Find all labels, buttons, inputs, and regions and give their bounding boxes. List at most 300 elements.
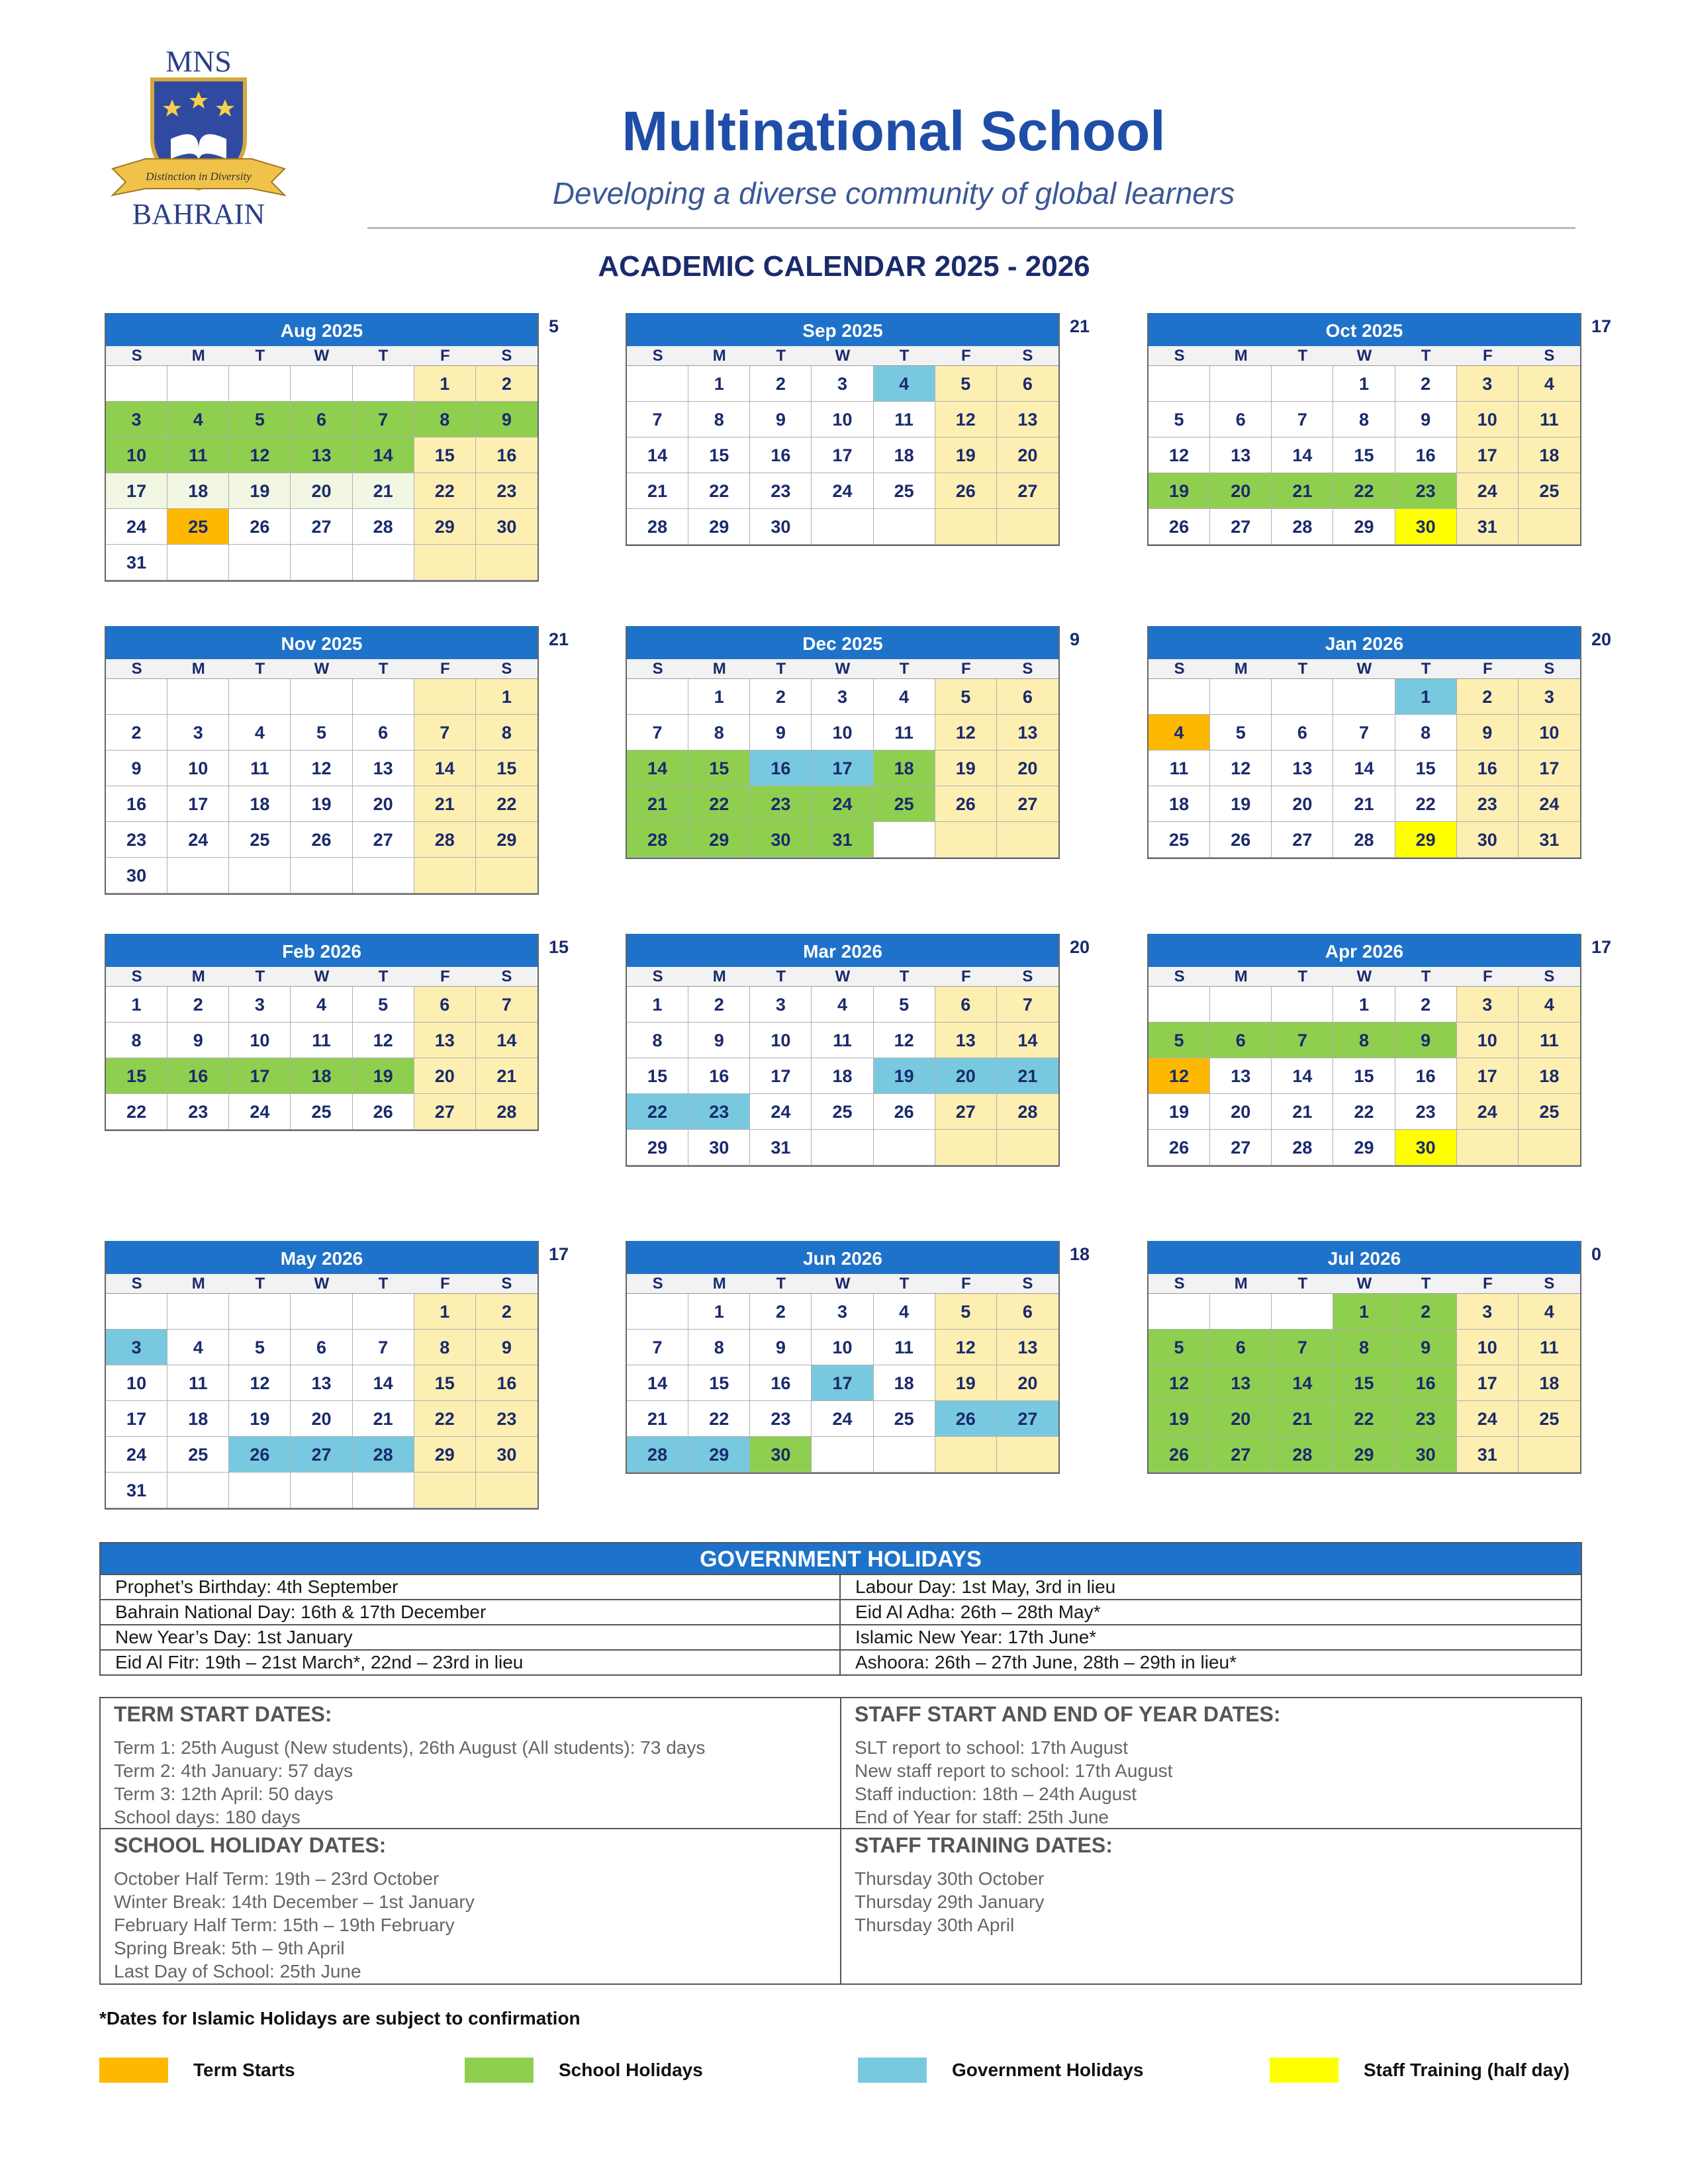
- day-cell: 13: [353, 751, 414, 786]
- weekday-label: T: [378, 660, 389, 678]
- term-start-section: [101, 1698, 840, 1833]
- day-cell: 23: [476, 1401, 538, 1437]
- day-cell: 26: [291, 822, 352, 858]
- weekday-label: S: [1544, 347, 1555, 365]
- day-cell: 2: [750, 679, 812, 715]
- day-cell: 20: [997, 437, 1058, 473]
- info-line: Winter Break: 14th December – 1st January: [114, 1891, 475, 1912]
- day-cell: 24: [106, 509, 167, 545]
- day-cell: 1: [476, 679, 538, 715]
- day-cell: 27: [1210, 1437, 1272, 1473]
- weekday-label: T: [255, 347, 265, 365]
- day-cell: 17: [750, 1058, 812, 1094]
- weekday-label: M: [1234, 968, 1248, 985]
- day-cell: 7: [353, 1330, 414, 1365]
- day-cell: 24: [229, 1094, 291, 1130]
- empty-cell: [1272, 679, 1333, 715]
- government-holidays-title: GOVERNMENT HOLIDAYS: [101, 1543, 1581, 1574]
- day-cell: 7: [476, 987, 538, 1023]
- day-grid: [627, 1294, 1058, 1473]
- empty-cell: [1272, 1294, 1333, 1330]
- legend-label: Staff Training (half day): [1364, 2060, 1570, 2080]
- weekday-label: T: [255, 968, 265, 985]
- day-cell: 4: [874, 1294, 935, 1330]
- weekday-label: F: [1482, 968, 1493, 985]
- day-cell: 14: [476, 1023, 538, 1058]
- month-title: Jul 2026: [1149, 1241, 1580, 1274]
- day-cell: 4: [229, 715, 291, 751]
- day-cell: 23: [1395, 1401, 1457, 1437]
- day-cell: 29: [1333, 1437, 1395, 1473]
- day-cell: 12: [935, 715, 997, 751]
- weekday-label: F: [1482, 1275, 1493, 1293]
- day-cell: 2: [1457, 679, 1519, 715]
- day-cell: 29: [688, 1437, 750, 1473]
- empty-cell: [812, 1437, 873, 1473]
- empty-cell: [353, 366, 414, 402]
- day-cell: 19: [935, 437, 997, 473]
- section-heading: SCHOOL HOLIDAY DATES:: [114, 1833, 387, 1857]
- day-cell: 27: [997, 473, 1058, 509]
- day-cell: 26: [1210, 822, 1272, 858]
- day-cell: 29: [688, 509, 750, 545]
- day-cell: 17: [812, 437, 873, 473]
- empty-cell: [291, 545, 352, 580]
- weekday-label: F: [961, 347, 971, 365]
- day-cell: 9: [750, 1330, 812, 1365]
- day-cell: 12: [1149, 437, 1210, 473]
- weekday-label: T: [1297, 1275, 1308, 1293]
- month-calendar: [1147, 1241, 1581, 1474]
- day-cell: 23: [167, 1094, 229, 1130]
- empty-cell: [1210, 366, 1272, 402]
- day-cell: 23: [750, 473, 812, 509]
- day-cell: 27: [1210, 1130, 1272, 1165]
- weekday-label: T: [776, 347, 786, 365]
- day-cell: 30: [688, 1130, 750, 1165]
- day-cell: 10: [1457, 1330, 1519, 1365]
- day-cell: 16: [1395, 1058, 1457, 1094]
- month-calendar: [105, 313, 539, 582]
- day-cell: 28: [627, 822, 688, 858]
- day-cell: 13: [997, 402, 1058, 437]
- day-cell: 2: [1395, 987, 1457, 1023]
- day-cell: 1: [627, 987, 688, 1023]
- empty-cell: [167, 679, 229, 715]
- day-cell: 27: [935, 1094, 997, 1130]
- day-cell: 15: [627, 1058, 688, 1094]
- day-cell: 4: [1149, 715, 1210, 751]
- day-cell: 9: [106, 751, 167, 786]
- empty-cell: [414, 1473, 476, 1508]
- empty-cell: [229, 545, 291, 580]
- empty-cell: [935, 509, 997, 545]
- day-cell: 6: [1210, 1023, 1272, 1058]
- day-cell: 13: [1210, 1365, 1272, 1401]
- day-cell: 16: [1457, 751, 1519, 786]
- weekday-label: T: [1297, 347, 1308, 365]
- day-cell: 29: [1333, 509, 1395, 545]
- day-cell: 8: [688, 402, 750, 437]
- day-cell: 26: [229, 1437, 291, 1473]
- day-cell: 26: [874, 1094, 935, 1130]
- empty-cell: [1149, 679, 1210, 715]
- day-cell: 6: [1272, 715, 1333, 751]
- day-cell: 22: [1333, 473, 1395, 509]
- day-cell: 19: [353, 1058, 414, 1094]
- day-cell: 13: [291, 437, 352, 473]
- day-cell: 15: [476, 751, 538, 786]
- day-cell: 26: [1149, 509, 1210, 545]
- weekday-header: [1149, 346, 1580, 366]
- day-cell: 27: [353, 822, 414, 858]
- day-cell: 12: [229, 437, 291, 473]
- day-cell: 28: [414, 822, 476, 858]
- day-cell: 22: [1395, 786, 1457, 822]
- section-heading: STAFF START AND END OF YEAR DATES:: [855, 1702, 1281, 1726]
- weekday-header: [106, 346, 538, 366]
- day-cell: 11: [874, 715, 935, 751]
- weekday-label: M: [191, 968, 205, 985]
- weekday-label: S: [1022, 968, 1033, 985]
- day-cell: 17: [812, 1365, 873, 1401]
- empty-cell: [291, 679, 352, 715]
- day-cell: 13: [1210, 1058, 1272, 1094]
- section-heading: TERM START DATES:: [114, 1702, 332, 1726]
- day-cell: 24: [750, 1094, 812, 1130]
- day-cell: 26: [935, 1401, 997, 1437]
- header-divider: [367, 227, 1575, 229]
- day-cell: 20: [997, 751, 1058, 786]
- weekday-label: W: [314, 347, 330, 365]
- empty-cell: [291, 1294, 352, 1330]
- day-cell: 30: [1395, 1130, 1457, 1165]
- day-cell: 2: [1395, 366, 1457, 402]
- day-cell: 27: [291, 509, 352, 545]
- day-cell: 5: [229, 1330, 291, 1365]
- empty-cell: [106, 366, 167, 402]
- table-row: [101, 1649, 1581, 1674]
- day-cell: 17: [1519, 751, 1580, 786]
- month-title: Nov 2025: [106, 626, 538, 659]
- day-cell: 21: [627, 786, 688, 822]
- day-cell: 14: [1272, 1058, 1333, 1094]
- day-cell: 9: [1457, 715, 1519, 751]
- day-cell: 16: [750, 437, 812, 473]
- weekday-label: S: [1022, 1275, 1033, 1293]
- day-cell: 2: [476, 1294, 538, 1330]
- empty-cell: [874, 1437, 935, 1473]
- day-cell: 31: [750, 1130, 812, 1165]
- day-cell: 22: [1333, 1094, 1395, 1130]
- logo-bottom-text: BAHRAIN: [132, 198, 265, 230]
- weekday-label: M: [712, 347, 726, 365]
- day-cell: 14: [627, 437, 688, 473]
- school-days-count: 21: [549, 629, 569, 649]
- info-line: SLT report to school: 17th August: [855, 1737, 1128, 1758]
- day-cell: 24: [167, 822, 229, 858]
- school-tagline: Developing a diverse community of global learners: [552, 176, 1235, 210]
- day-cell: 22: [106, 1094, 167, 1130]
- day-cell: 31: [1457, 509, 1519, 545]
- day-cell: 9: [750, 402, 812, 437]
- day-cell: 12: [229, 1365, 291, 1401]
- weekday-label: S: [501, 660, 512, 678]
- day-cell: 2: [750, 366, 812, 402]
- day-cell: 25: [812, 1094, 873, 1130]
- empty-cell: [167, 545, 229, 580]
- day-cell: 22: [414, 1401, 476, 1437]
- info-line: Last Day of School: 25th June: [114, 1961, 361, 1981]
- day-cell: 18: [874, 437, 935, 473]
- day-cell: 19: [229, 1401, 291, 1437]
- empty-cell: [476, 1473, 538, 1508]
- empty-cell: [1210, 987, 1272, 1023]
- empty-cell: [414, 679, 476, 715]
- empty-cell: [1519, 1130, 1580, 1165]
- weekday-label: S: [1174, 660, 1185, 678]
- day-cell: 5: [1210, 715, 1272, 751]
- day-cell: 1: [414, 1294, 476, 1330]
- weekday-label: W: [835, 347, 851, 365]
- day-cell: 12: [1210, 751, 1272, 786]
- day-cell: 1: [1333, 987, 1395, 1023]
- day-cell: 9: [1395, 402, 1457, 437]
- empty-cell: [1149, 1294, 1210, 1330]
- day-cell: 23: [106, 822, 167, 858]
- day-cell: 18: [874, 751, 935, 786]
- day-cell: 5: [935, 366, 997, 402]
- day-cell: 17: [106, 473, 167, 509]
- day-cell: 11: [167, 437, 229, 473]
- day-cell: 11: [874, 1330, 935, 1365]
- empty-cell: [353, 1294, 414, 1330]
- empty-cell: [812, 1130, 873, 1165]
- day-cell: 3: [229, 987, 291, 1023]
- day-cell: 8: [1333, 402, 1395, 437]
- weekday-label: W: [1356, 347, 1372, 365]
- day-cell: 28: [353, 509, 414, 545]
- month-title: May 2026: [106, 1241, 538, 1274]
- weekday-label: F: [440, 968, 450, 985]
- empty-cell: [1519, 509, 1580, 545]
- holiday-cell: Eid Al Fitr: 19th – 21st March*, 22nd – 23rd in lieu: [101, 1651, 841, 1674]
- day-cell: 21: [627, 1401, 688, 1437]
- empty-cell: [353, 1473, 414, 1508]
- logo-ribbon-text: Distinction in Diversity: [146, 170, 252, 183]
- weekday-label: M: [1234, 347, 1248, 365]
- day-cell: 19: [1149, 473, 1210, 509]
- day-cell: 7: [627, 715, 688, 751]
- day-grid: [106, 1294, 538, 1508]
- holiday-cell: Labour Day: 1st May, 3rd in lieu: [855, 1576, 1116, 1597]
- day-cell: 25: [1149, 822, 1210, 858]
- day-cell: 20: [935, 1058, 997, 1094]
- day-cell: 4: [874, 366, 935, 402]
- day-cell: 22: [688, 1401, 750, 1437]
- day-cell: 16: [1395, 437, 1457, 473]
- empty-cell: [106, 679, 167, 715]
- day-cell: 7: [1272, 1330, 1333, 1365]
- legend-term-starts: [99, 2057, 295, 2083]
- day-cell: 2: [750, 1294, 812, 1330]
- weekday-label: F: [961, 968, 971, 985]
- day-cell: 10: [750, 1023, 812, 1058]
- weekday-label: T: [899, 1275, 910, 1293]
- legend-label: Government Holidays: [952, 2060, 1144, 2080]
- day-cell: 15: [1333, 1058, 1395, 1094]
- day-cell: 3: [1457, 1294, 1519, 1330]
- empty-cell: [353, 858, 414, 893]
- weekday-label: T: [1421, 1275, 1431, 1293]
- day-cell: 31: [106, 545, 167, 580]
- day-cell: 23: [1457, 786, 1519, 822]
- holiday-cell: New Year’s Day: 1st January: [101, 1625, 841, 1649]
- info-line: Thursday 30th October: [855, 1868, 1045, 1889]
- weekday-label: S: [1544, 660, 1555, 678]
- day-cell: 3: [1457, 987, 1519, 1023]
- month-calendar: [1147, 934, 1581, 1167]
- weekday-label: M: [712, 1275, 726, 1293]
- day-cell: 29: [627, 1130, 688, 1165]
- day-cell: 3: [812, 1294, 873, 1330]
- day-cell: 15: [1333, 1365, 1395, 1401]
- table-row: [101, 1624, 1581, 1649]
- weekday-label: F: [961, 660, 971, 678]
- month-title: Sep 2025: [627, 313, 1058, 346]
- day-cell: 28: [997, 1094, 1058, 1130]
- day-cell: 4: [874, 679, 935, 715]
- day-cell: 11: [229, 751, 291, 786]
- day-cell: 17: [167, 786, 229, 822]
- empty-cell: [1333, 679, 1395, 715]
- day-grid: [1149, 1294, 1580, 1473]
- day-cell: 3: [812, 679, 873, 715]
- month-title: Aug 2025: [106, 313, 538, 346]
- day-cell: 25: [167, 509, 229, 545]
- day-cell: 29: [414, 1437, 476, 1473]
- day-cell: 18: [167, 473, 229, 509]
- empty-cell: [627, 1294, 688, 1330]
- empty-cell: [291, 858, 352, 893]
- day-cell: 30: [106, 858, 167, 893]
- day-grid: [1149, 679, 1580, 858]
- empty-cell: [935, 822, 997, 858]
- day-cell: 8: [627, 1023, 688, 1058]
- day-cell: 27: [291, 1437, 352, 1473]
- day-cell: 21: [476, 1058, 538, 1094]
- weekday-label: M: [191, 1275, 205, 1293]
- day-cell: 1: [414, 366, 476, 402]
- day-cell: 12: [1149, 1058, 1210, 1094]
- day-cell: 23: [1395, 1094, 1457, 1130]
- day-cell: 26: [229, 509, 291, 545]
- day-cell: 6: [997, 679, 1058, 715]
- day-cell: 28: [353, 1437, 414, 1473]
- day-cell: 6: [997, 1294, 1058, 1330]
- day-cell: 7: [1333, 715, 1395, 751]
- day-cell: 27: [997, 1401, 1058, 1437]
- month-calendar: [1147, 313, 1581, 546]
- day-cell: 24: [1457, 1094, 1519, 1130]
- weekday-header: [106, 967, 538, 987]
- day-cell: 25: [1519, 473, 1580, 509]
- day-cell: 30: [1457, 822, 1519, 858]
- day-cell: 15: [1333, 437, 1395, 473]
- day-cell: 25: [874, 1401, 935, 1437]
- info-line: February Half Term: 15th – 19th February: [114, 1915, 455, 1935]
- day-cell: 27: [997, 786, 1058, 822]
- info-line: Term 1: 25th August (New students), 26th August (All students): 73 days: [114, 1737, 706, 1758]
- day-cell: 29: [476, 822, 538, 858]
- staff-dates-section: [841, 1698, 1581, 1833]
- empty-cell: [414, 858, 476, 893]
- day-cell: 21: [1272, 473, 1333, 509]
- day-cell: 15: [414, 437, 476, 473]
- weekday-label: T: [776, 968, 786, 985]
- weekday-label: F: [440, 347, 450, 365]
- day-cell: 15: [688, 751, 750, 786]
- day-cell: 16: [167, 1058, 229, 1094]
- day-cell: 25: [1519, 1094, 1580, 1130]
- day-cell: 12: [1149, 1365, 1210, 1401]
- day-cell: 28: [1333, 822, 1395, 858]
- day-cell: 5: [1149, 1023, 1210, 1058]
- day-cell: 4: [1519, 366, 1580, 402]
- dates-info-box: [99, 1697, 1582, 1985]
- day-cell: 25: [291, 1094, 352, 1130]
- weekday-label: S: [652, 347, 663, 365]
- day-cell: 13: [1272, 751, 1333, 786]
- day-cell: 11: [812, 1023, 873, 1058]
- weekday-label: T: [1421, 660, 1431, 678]
- month-calendar: [1147, 626, 1581, 859]
- day-cell: 13: [997, 715, 1058, 751]
- info-line: October Half Term: 19th – 23rd October: [114, 1868, 440, 1889]
- day-cell: 9: [476, 402, 538, 437]
- day-cell: 26: [353, 1094, 414, 1130]
- month-calendar: [626, 934, 1060, 1167]
- weekday-label: T: [899, 660, 910, 678]
- day-cell: 21: [1272, 1094, 1333, 1130]
- weekday-header: [106, 1274, 538, 1294]
- school-days-count: 17: [1591, 316, 1612, 336]
- day-cell: 18: [167, 1401, 229, 1437]
- weekday-header: [627, 659, 1058, 679]
- empty-cell: [414, 545, 476, 580]
- legend-swatch: [465, 2058, 534, 2083]
- day-cell: 3: [106, 402, 167, 437]
- weekday-label: W: [314, 660, 330, 678]
- day-cell: 18: [229, 786, 291, 822]
- empty-cell: [935, 1130, 997, 1165]
- empty-cell: [353, 545, 414, 580]
- empty-cell: [997, 509, 1058, 545]
- empty-cell: [353, 679, 414, 715]
- day-cell: 18: [1519, 437, 1580, 473]
- day-cell: 26: [1149, 1437, 1210, 1473]
- weekday-label: T: [899, 968, 910, 985]
- weekday-label: M: [712, 968, 726, 985]
- day-cell: 20: [1272, 786, 1333, 822]
- day-cell: 23: [750, 1401, 812, 1437]
- day-cell: 9: [1395, 1023, 1457, 1058]
- info-line: School days: 180 days: [114, 1807, 301, 1827]
- day-cell: 3: [750, 987, 812, 1023]
- holiday-cell: Eid Al Adha: 26th – 28th May*: [855, 1602, 1101, 1622]
- day-cell: 7: [414, 715, 476, 751]
- month-title: Mar 2026: [627, 934, 1058, 967]
